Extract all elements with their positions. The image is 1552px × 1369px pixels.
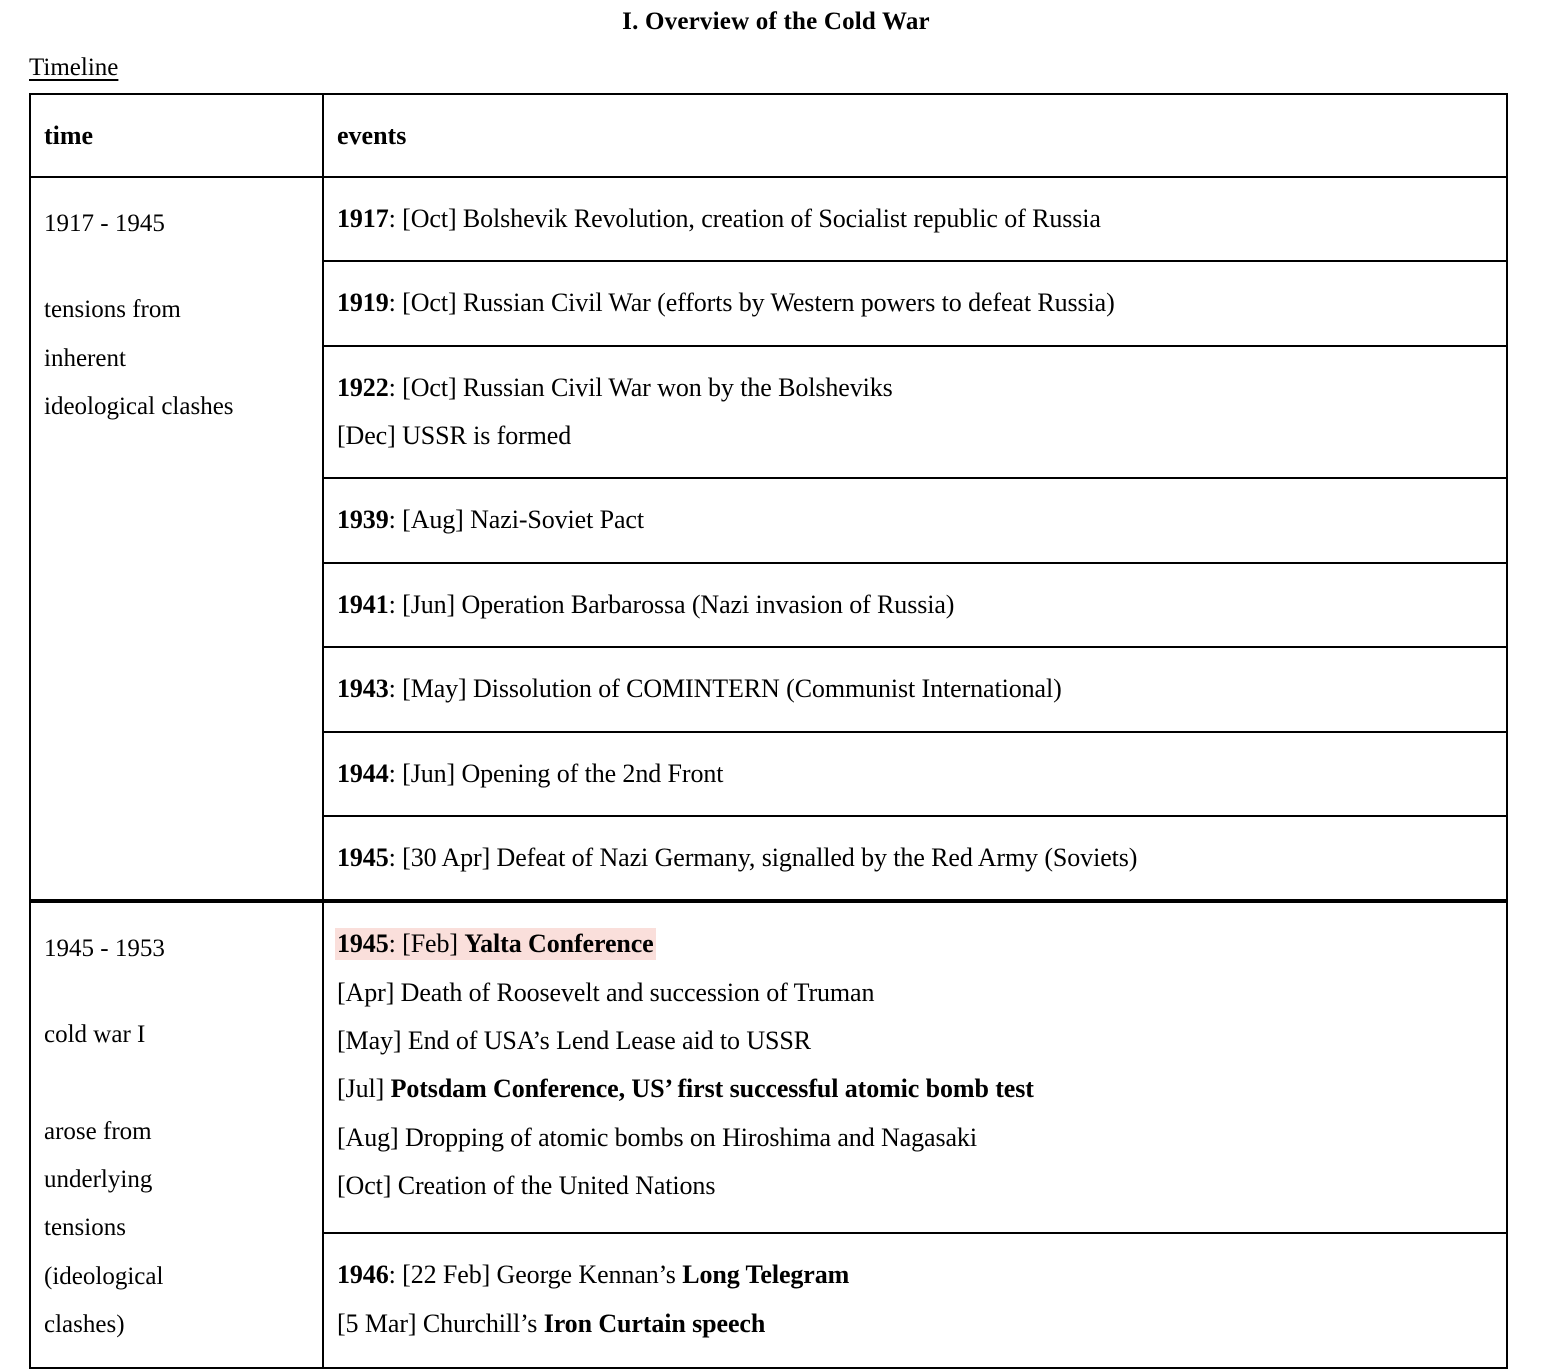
column-header-events-label: events (337, 121, 407, 150)
time-description-line: arose from (44, 1117, 152, 1145)
event-text: [Jul] Potsdam Conference, US’ first successful atomic bomb test (337, 1074, 1034, 1104)
event-year: 1943 (337, 674, 389, 704)
page-title: I. Overview of the Cold War (622, 8, 930, 35)
time-description-line: tensions from (44, 296, 181, 324)
time-spacer (44, 248, 308, 286)
time-description-line: (ideological (44, 1262, 164, 1290)
event-line (337, 412, 1496, 460)
event-text: 1946: [22 Feb] George Kennan’s Long Telegram (337, 1260, 850, 1290)
section-label (0, 34, 1552, 80)
event-text: [Dec] USSR is formed (337, 421, 572, 451)
event-line (337, 279, 1496, 327)
event-cell (323, 177, 1507, 261)
table-row (30, 901, 1507, 1233)
event-cell (323, 563, 1507, 647)
time-description-line: underlying (44, 1166, 153, 1194)
event-text: 1943: [May] Dissolution of COMINTERN (Communist International) (337, 674, 1062, 704)
event-line (337, 920, 1496, 968)
event-emphasis: Iron Curtain speech (543, 1308, 766, 1338)
event-year: 1945 (337, 929, 389, 959)
event-text: 1917: [Oct] Bolshevik Revolution, creation of Socialist republic of Russia (337, 204, 1101, 233)
event-cell (323, 261, 1507, 345)
event-line (337, 195, 1496, 243)
event-year: 1946 (337, 1260, 389, 1290)
event-cell (323, 478, 1507, 562)
timeline-table-wrapper (29, 93, 1506, 1369)
time-period-cell (30, 901, 323, 1368)
event-line (337, 665, 1496, 713)
table-head (30, 94, 1507, 177)
event-line (337, 834, 1496, 882)
table-row (30, 177, 1507, 261)
table-body (30, 177, 1507, 1368)
event-line (337, 364, 1496, 412)
event-year: 1922 (337, 372, 389, 402)
time-description-line: inherent (44, 344, 126, 372)
event-text: 1922: [Oct] Russian Civil War won by the Bolsheviks (337, 372, 893, 402)
time-period-cell (30, 177, 323, 901)
event-text: [Oct] Creation of the United Nations (337, 1171, 716, 1201)
event-line (337, 581, 1496, 629)
event-cell (323, 1233, 1507, 1368)
highlighted-event: 1945: [Feb] Yalta Conference (337, 929, 654, 959)
event-emphasis: Long Telegram (682, 1260, 850, 1290)
event-text: 1944: [Jun] Opening of the 2nd Front (337, 758, 724, 788)
event-line (337, 1065, 1496, 1113)
event-text: [5 Mar] Churchill’s Iron Curtain speech (337, 1308, 766, 1338)
event-text: [May] End of USA’s Lend Lease aid to USSR (337, 1025, 811, 1055)
event-year: 1939 (337, 505, 389, 535)
event-text: 1941: [Jun] Operation Barbarossa (Nazi invasion of Russia) (337, 589, 955, 619)
event-year: 1941 (337, 589, 389, 619)
event-year: 1919 (337, 288, 389, 318)
column-header-events (323, 94, 1507, 177)
event-line (337, 1162, 1496, 1210)
event-cell (323, 647, 1507, 731)
event-line (337, 1251, 1496, 1299)
event-cell (323, 901, 1507, 1233)
event-line (337, 1114, 1496, 1162)
event-emphasis: Yalta Conference (464, 929, 654, 959)
section-label-text: Timeline (29, 54, 119, 81)
column-header-time (30, 94, 323, 177)
event-text: 1945: [30 Apr] Defeat of Nazi Germany, signalled by the Red Army (Soviets) (337, 842, 1138, 872)
time-description-blank (44, 1060, 308, 1108)
event-line (337, 750, 1496, 798)
event-text: [Aug] Dropping of atomic bombs on Hiroshima and Nagasaki (337, 1122, 977, 1152)
time-range: 1945 - 1953 (44, 935, 165, 963)
time-description-line: cold war I (44, 1021, 146, 1049)
time-description-line: ideological clashes (44, 392, 234, 420)
event-line (337, 496, 1496, 544)
timeline-table (29, 93, 1508, 1369)
event-cell (323, 732, 1507, 816)
column-header-time-label: time (44, 121, 94, 150)
event-line (337, 969, 1496, 1017)
time-description-line: clashes) (44, 1310, 125, 1338)
event-text: [Apr] Death of Roosevelt and succession of Truman (337, 977, 875, 1007)
event-year: 1944 (337, 758, 389, 788)
table-header-row (30, 94, 1507, 177)
event-year: 1917 (337, 204, 389, 233)
event-line (337, 1300, 1496, 1348)
event-emphasis: Potsdam Conference, US’ first successful atomic bomb test (390, 1074, 1034, 1104)
event-line (337, 1017, 1496, 1065)
time-spacer (44, 973, 308, 1011)
time-description-line: tensions (44, 1214, 126, 1242)
time-range: 1917 - 1945 (44, 210, 165, 237)
event-year: 1945 (337, 842, 389, 872)
event-cell (323, 346, 1507, 479)
event-text: 1939: [Aug] Nazi-Soviet Pact (337, 505, 644, 535)
event-cell (323, 816, 1507, 901)
event-text: 1919: [Oct] Russian Civil War (efforts by Western powers to defeat Russia) (337, 288, 1115, 318)
